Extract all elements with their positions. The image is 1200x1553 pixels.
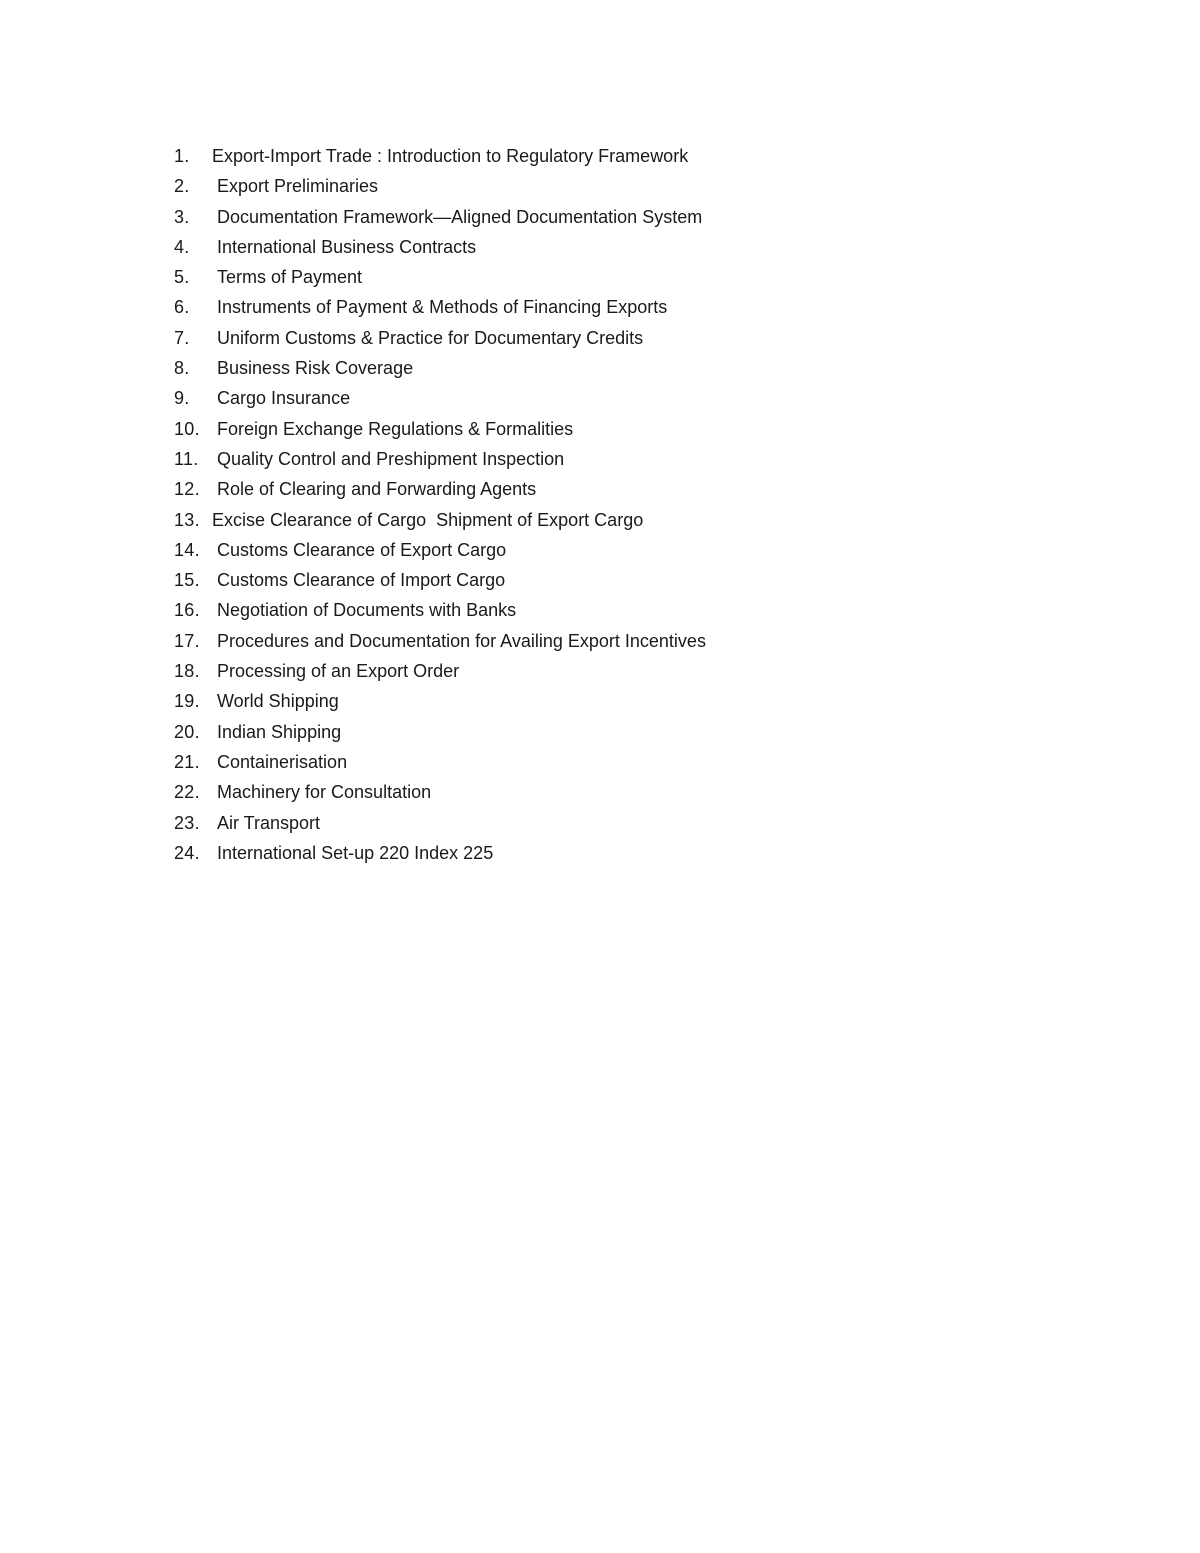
list-item [174, 717, 706, 747]
item-title: Excise Clearance of Cargo Shipment of Export Cargo [212, 509, 644, 530]
list-item [174, 474, 706, 504]
list-item [174, 141, 706, 171]
item-title: Export-Import Trade : Introduction to Regulatory Framework [212, 146, 689, 166]
item-number: 4. [174, 236, 190, 257]
item-title: Documentation Framework—Aligned Documentation System [217, 206, 703, 227]
item-title: Terms of Payment [217, 267, 363, 288]
list-item [174, 323, 706, 353]
item-number: 19. [174, 691, 200, 712]
list-item [174, 686, 706, 716]
item-number: 11. [174, 448, 199, 469]
item-number: 18. [174, 661, 200, 682]
item-number: 20. [174, 721, 200, 742]
item-title: Customs Clearance of Export Cargo [217, 539, 507, 560]
item-number: 7. [174, 327, 190, 348]
item-title: Quality Control and Preshipment Inspection [217, 448, 565, 469]
item-title: World Shipping [217, 691, 339, 712]
list-item [174, 656, 706, 686]
item-number: 2. [174, 176, 190, 197]
item-number: 6. [174, 297, 190, 318]
list-item [174, 383, 706, 413]
item-number: 1. [174, 146, 190, 166]
item-number: 8. [174, 358, 190, 379]
list-item [174, 838, 706, 868]
item-title: Customs Clearance of Import Cargo [217, 570, 506, 591]
item-title: Processing of an Export Order [217, 661, 460, 682]
item-number: 3. [174, 206, 190, 227]
list-item [174, 202, 706, 232]
list-item [174, 626, 706, 656]
list-item [174, 262, 706, 292]
item-title: Indian Shipping [217, 721, 342, 742]
list-item [174, 595, 706, 625]
list-item [174, 232, 706, 262]
list-item [174, 292, 706, 322]
item-title: Air Transport [217, 812, 321, 833]
item-title: Business Risk Coverage [217, 358, 414, 379]
item-number: 12. [174, 479, 200, 500]
list-item [174, 808, 706, 838]
list-item [174, 565, 706, 595]
item-number: 23. [174, 812, 200, 833]
item-title: Foreign Exchange Regulations & Formalities [217, 418, 574, 439]
list-item [174, 747, 706, 777]
list-item [174, 777, 706, 807]
list-item [174, 444, 706, 474]
item-title: Instruments of Payment & Methods of Financing Exports [217, 297, 668, 318]
item-title: International Set-up 220 Index 225 [217, 842, 494, 863]
item-title: Procedures and Documentation for Availing Export Incentives [217, 630, 706, 651]
list-item [174, 535, 706, 565]
item-number: 10. [174, 418, 200, 439]
item-title: Uniform Customs & Practice for Documentary Credits [217, 327, 644, 348]
item-title: Export Preliminaries [217, 176, 379, 197]
item-number: 9. [174, 388, 190, 409]
item-number: 5. [174, 267, 190, 288]
item-number: 17. [174, 630, 200, 651]
table-of-contents [174, 141, 706, 868]
item-number: 21. [174, 751, 200, 772]
item-title: Negotiation of Documents with Banks [217, 600, 517, 621]
item-title: Machinery for Consultation [217, 782, 432, 803]
item-number: 13. [174, 509, 200, 530]
item-number: 22. [174, 782, 200, 803]
list-item [174, 171, 706, 201]
list-item [174, 505, 706, 535]
item-number: 16. [174, 600, 200, 621]
item-number: 14. [174, 539, 200, 560]
item-title: Role of Clearing and Forwarding Agents [217, 479, 537, 500]
item-title: Cargo Insurance [217, 388, 351, 409]
item-number: 24. [174, 842, 200, 863]
item-number: 15. [174, 570, 200, 591]
item-title: International Business Contracts [217, 236, 477, 257]
list-item [174, 353, 706, 383]
list-item [174, 414, 706, 444]
item-title: Containerisation [217, 751, 348, 772]
